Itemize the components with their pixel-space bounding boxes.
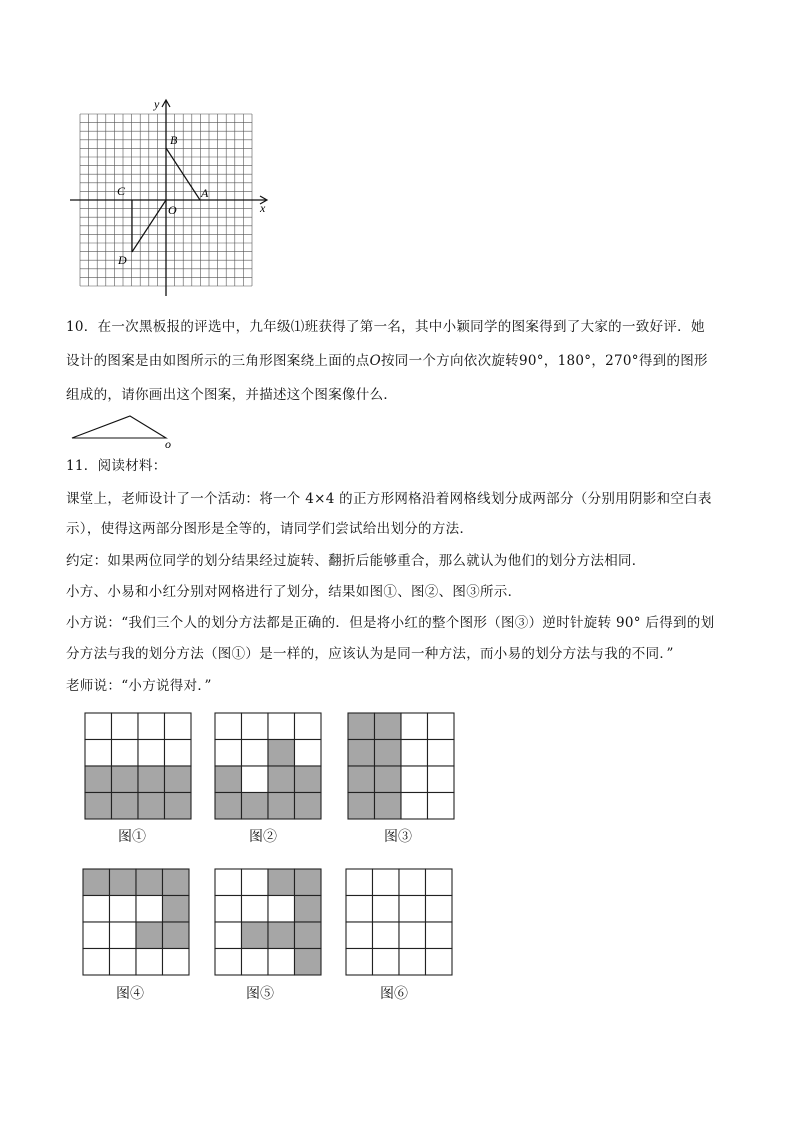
q11-title: 11．阅读材料： bbox=[66, 458, 167, 474]
grid-cell-blank bbox=[373, 869, 400, 896]
grid-cell-shaded bbox=[268, 869, 295, 896]
grid-cell-shaded bbox=[85, 766, 112, 793]
grid-cell-blank bbox=[428, 793, 455, 820]
x-axis-label: x bbox=[260, 201, 266, 215]
grid-cell-shaded bbox=[375, 740, 402, 767]
grid-cell-blank bbox=[242, 766, 269, 793]
point-label-A: A bbox=[201, 186, 209, 200]
grid-cell-shaded bbox=[375, 713, 402, 740]
triangle-point-O-label: o bbox=[165, 437, 171, 451]
grid-cell-shaded bbox=[375, 766, 402, 793]
coordinate-grid-figure bbox=[66, 96, 286, 301]
q11-p3: 小方、小易和小红分别对网格进行了划分，结果如图①、图②、图③所示． bbox=[66, 584, 522, 600]
grid-cell-blank bbox=[401, 713, 428, 740]
grid-cell-shaded bbox=[215, 766, 242, 793]
grid-cell-blank bbox=[346, 869, 373, 896]
grid-figure-2 bbox=[214, 712, 324, 822]
grid-cell-blank bbox=[242, 949, 269, 976]
grid-cell-shaded bbox=[295, 896, 322, 923]
grid-cell-shaded bbox=[163, 922, 190, 949]
grid-caption-2: 图② bbox=[249, 829, 277, 845]
grid-caption-4: 图④ bbox=[116, 986, 144, 1002]
grid-cell-blank bbox=[401, 766, 428, 793]
grid-cell-blank bbox=[399, 896, 426, 923]
grid-cell-shaded bbox=[163, 869, 190, 896]
grid-cell-blank bbox=[215, 869, 242, 896]
point-label-O: O bbox=[168, 203, 177, 217]
grid-cell-blank bbox=[215, 713, 242, 740]
grid-cell-blank bbox=[83, 896, 110, 923]
grid-cell-shaded bbox=[85, 793, 112, 820]
grid-cell-shaded bbox=[348, 793, 375, 820]
q11-p5: 老师说：“小方说得对．” bbox=[66, 678, 212, 694]
grid-cell-blank bbox=[215, 922, 242, 949]
grid-cell-shaded bbox=[295, 793, 322, 820]
grid-cell-blank bbox=[165, 740, 192, 767]
grid-cell-blank bbox=[399, 922, 426, 949]
grid-cell-blank bbox=[138, 740, 165, 767]
grid-cell-blank bbox=[215, 949, 242, 976]
grid-figure-4 bbox=[82, 868, 192, 978]
grid-cell-blank bbox=[401, 740, 428, 767]
grid-cell-shaded bbox=[375, 793, 402, 820]
grid-cell-shaded bbox=[112, 766, 139, 793]
grid-cell-shaded bbox=[268, 793, 295, 820]
grid-cell-shaded bbox=[295, 922, 322, 949]
grid-figure-5 bbox=[214, 868, 324, 978]
grid-cell-blank bbox=[399, 949, 426, 976]
grid-cell-shaded bbox=[242, 922, 269, 949]
q11-p4-line-2: 分方法与我的划分方法（图①）是一样的，应该认为是同一种方法，而小易的划分方法与我的不同．” bbox=[66, 646, 674, 662]
grid-cell-shaded bbox=[163, 896, 190, 923]
grid-cell-blank bbox=[85, 740, 112, 767]
grid-cell-shaded bbox=[268, 740, 295, 767]
grid-cell-blank bbox=[295, 740, 322, 767]
grid-cell-blank bbox=[346, 949, 373, 976]
grid-cell-blank bbox=[242, 713, 269, 740]
grid-cell-blank bbox=[110, 949, 137, 976]
grid-cell-shaded bbox=[165, 766, 192, 793]
triangle-figure bbox=[66, 408, 186, 452]
q11-p4-line-1: 小方说：“我们三个人的划分方法都是正确的．但是将小红的整个图形（图③）逆时针旋转 90° 后得到的划 bbox=[66, 615, 715, 631]
grid-cell-blank bbox=[428, 713, 455, 740]
q10-line-1: 10．在一次黑板报的评选中，九年级⑴班获得了第一名，其中小颖同学的图案得到了大家的一致好评．她 bbox=[66, 319, 705, 335]
grid-cell-shaded bbox=[112, 793, 139, 820]
grid-cell-shaded bbox=[295, 869, 322, 896]
grid-cell-blank bbox=[136, 949, 163, 976]
grid-cell-blank bbox=[215, 740, 242, 767]
triangle-shape bbox=[72, 416, 166, 438]
q10-point-O: O bbox=[369, 353, 381, 369]
grid-cell-shaded bbox=[295, 949, 322, 976]
grid-cell-blank bbox=[428, 740, 455, 767]
q11-p1-line-2: 示），使得这两部分图形是全等的，请同学们尝试给出划分的方法． bbox=[66, 521, 474, 537]
grid-cell-shaded bbox=[295, 766, 322, 793]
grid-cell-shaded bbox=[348, 713, 375, 740]
grid-caption-1: 图① bbox=[118, 829, 146, 845]
grid-cell-blank bbox=[83, 922, 110, 949]
grid-cell-blank bbox=[295, 713, 322, 740]
y-axis-label: y bbox=[154, 97, 160, 111]
grid-caption-3: 图③ bbox=[384, 829, 412, 845]
grid-cell-blank bbox=[138, 713, 165, 740]
grid-cell-blank bbox=[112, 740, 139, 767]
grid-cell-shaded bbox=[215, 793, 242, 820]
q11-p2: 约定：如果两位同学的划分结果经过旋转、翻折后能够重合，那么就认为他们的划分方法相同． bbox=[66, 553, 646, 569]
grid-cell-blank bbox=[110, 922, 137, 949]
grid-cell-blank bbox=[373, 949, 400, 976]
grid-cell-shaded bbox=[136, 869, 163, 896]
grid-cell-blank bbox=[242, 740, 269, 767]
grid-cell-blank bbox=[401, 793, 428, 820]
grid-figure-1 bbox=[84, 712, 194, 822]
grid-cell-blank bbox=[83, 949, 110, 976]
q10-line-2 bbox=[66, 352, 708, 370]
grid-cell-blank bbox=[268, 896, 295, 923]
grid-cell-blank bbox=[242, 896, 269, 923]
q11-p1-line-1: 课堂上，老师设计了一个活动：将一个 4×4 的正方形网格沿着网格线划分成两部分（分别用阴影和空白表 bbox=[66, 491, 712, 507]
grid-figure-6 bbox=[345, 868, 455, 978]
q10-line-3: 组成的，请你画出这个图案，并描述这个图案像什么． bbox=[66, 387, 398, 403]
grid-cell-shaded bbox=[138, 793, 165, 820]
grid-cell-blank bbox=[165, 713, 192, 740]
q10-line-2a: 设计的图案是由如图所示的三角形图案绕上面的点 bbox=[66, 353, 370, 369]
grid-cell-shaded bbox=[136, 922, 163, 949]
point-label-C: C bbox=[117, 184, 126, 198]
grid-cell-shaded bbox=[348, 740, 375, 767]
point-label-B: B bbox=[170, 133, 178, 147]
grid-cell-blank bbox=[426, 949, 453, 976]
grid-cell-shaded bbox=[268, 766, 295, 793]
point-label-D: D bbox=[118, 253, 127, 267]
grid-cell-blank bbox=[426, 922, 453, 949]
grid-cell-blank bbox=[346, 922, 373, 949]
grid-cell-blank bbox=[268, 713, 295, 740]
grid-figure-3 bbox=[347, 712, 457, 822]
grid-cell-blank bbox=[426, 896, 453, 923]
grid-caption-5: 图⑤ bbox=[246, 986, 274, 1002]
grid-cell-shaded bbox=[138, 766, 165, 793]
grid-cell-blank bbox=[136, 896, 163, 923]
grid-cell-blank bbox=[163, 949, 190, 976]
grid-cell-shaded bbox=[242, 793, 269, 820]
grid-cell-shaded bbox=[83, 869, 110, 896]
grid-cell-shaded bbox=[268, 922, 295, 949]
grid-cell-blank bbox=[426, 869, 453, 896]
grid-cell-blank bbox=[373, 896, 400, 923]
grid-cell-shaded bbox=[165, 793, 192, 820]
grid-cell-blank bbox=[242, 869, 269, 896]
grid-cell-shaded bbox=[348, 766, 375, 793]
grid-cell-blank bbox=[428, 766, 455, 793]
grid-cell-shaded bbox=[110, 869, 137, 896]
grid-cell-blank bbox=[110, 896, 137, 923]
grid-cell-blank bbox=[399, 869, 426, 896]
grid-cell-blank bbox=[215, 896, 242, 923]
grid-caption-6: 图⑥ bbox=[380, 986, 408, 1002]
grid-cell-blank bbox=[346, 896, 373, 923]
grid-cell-blank bbox=[112, 713, 139, 740]
q10-line-2b: 按同一个方向依次旋转90°，180°，270°得到的图形 bbox=[380, 353, 708, 369]
grid-cell-blank bbox=[268, 949, 295, 976]
grid-cell-blank bbox=[85, 713, 112, 740]
grid-cell-blank bbox=[373, 922, 400, 949]
